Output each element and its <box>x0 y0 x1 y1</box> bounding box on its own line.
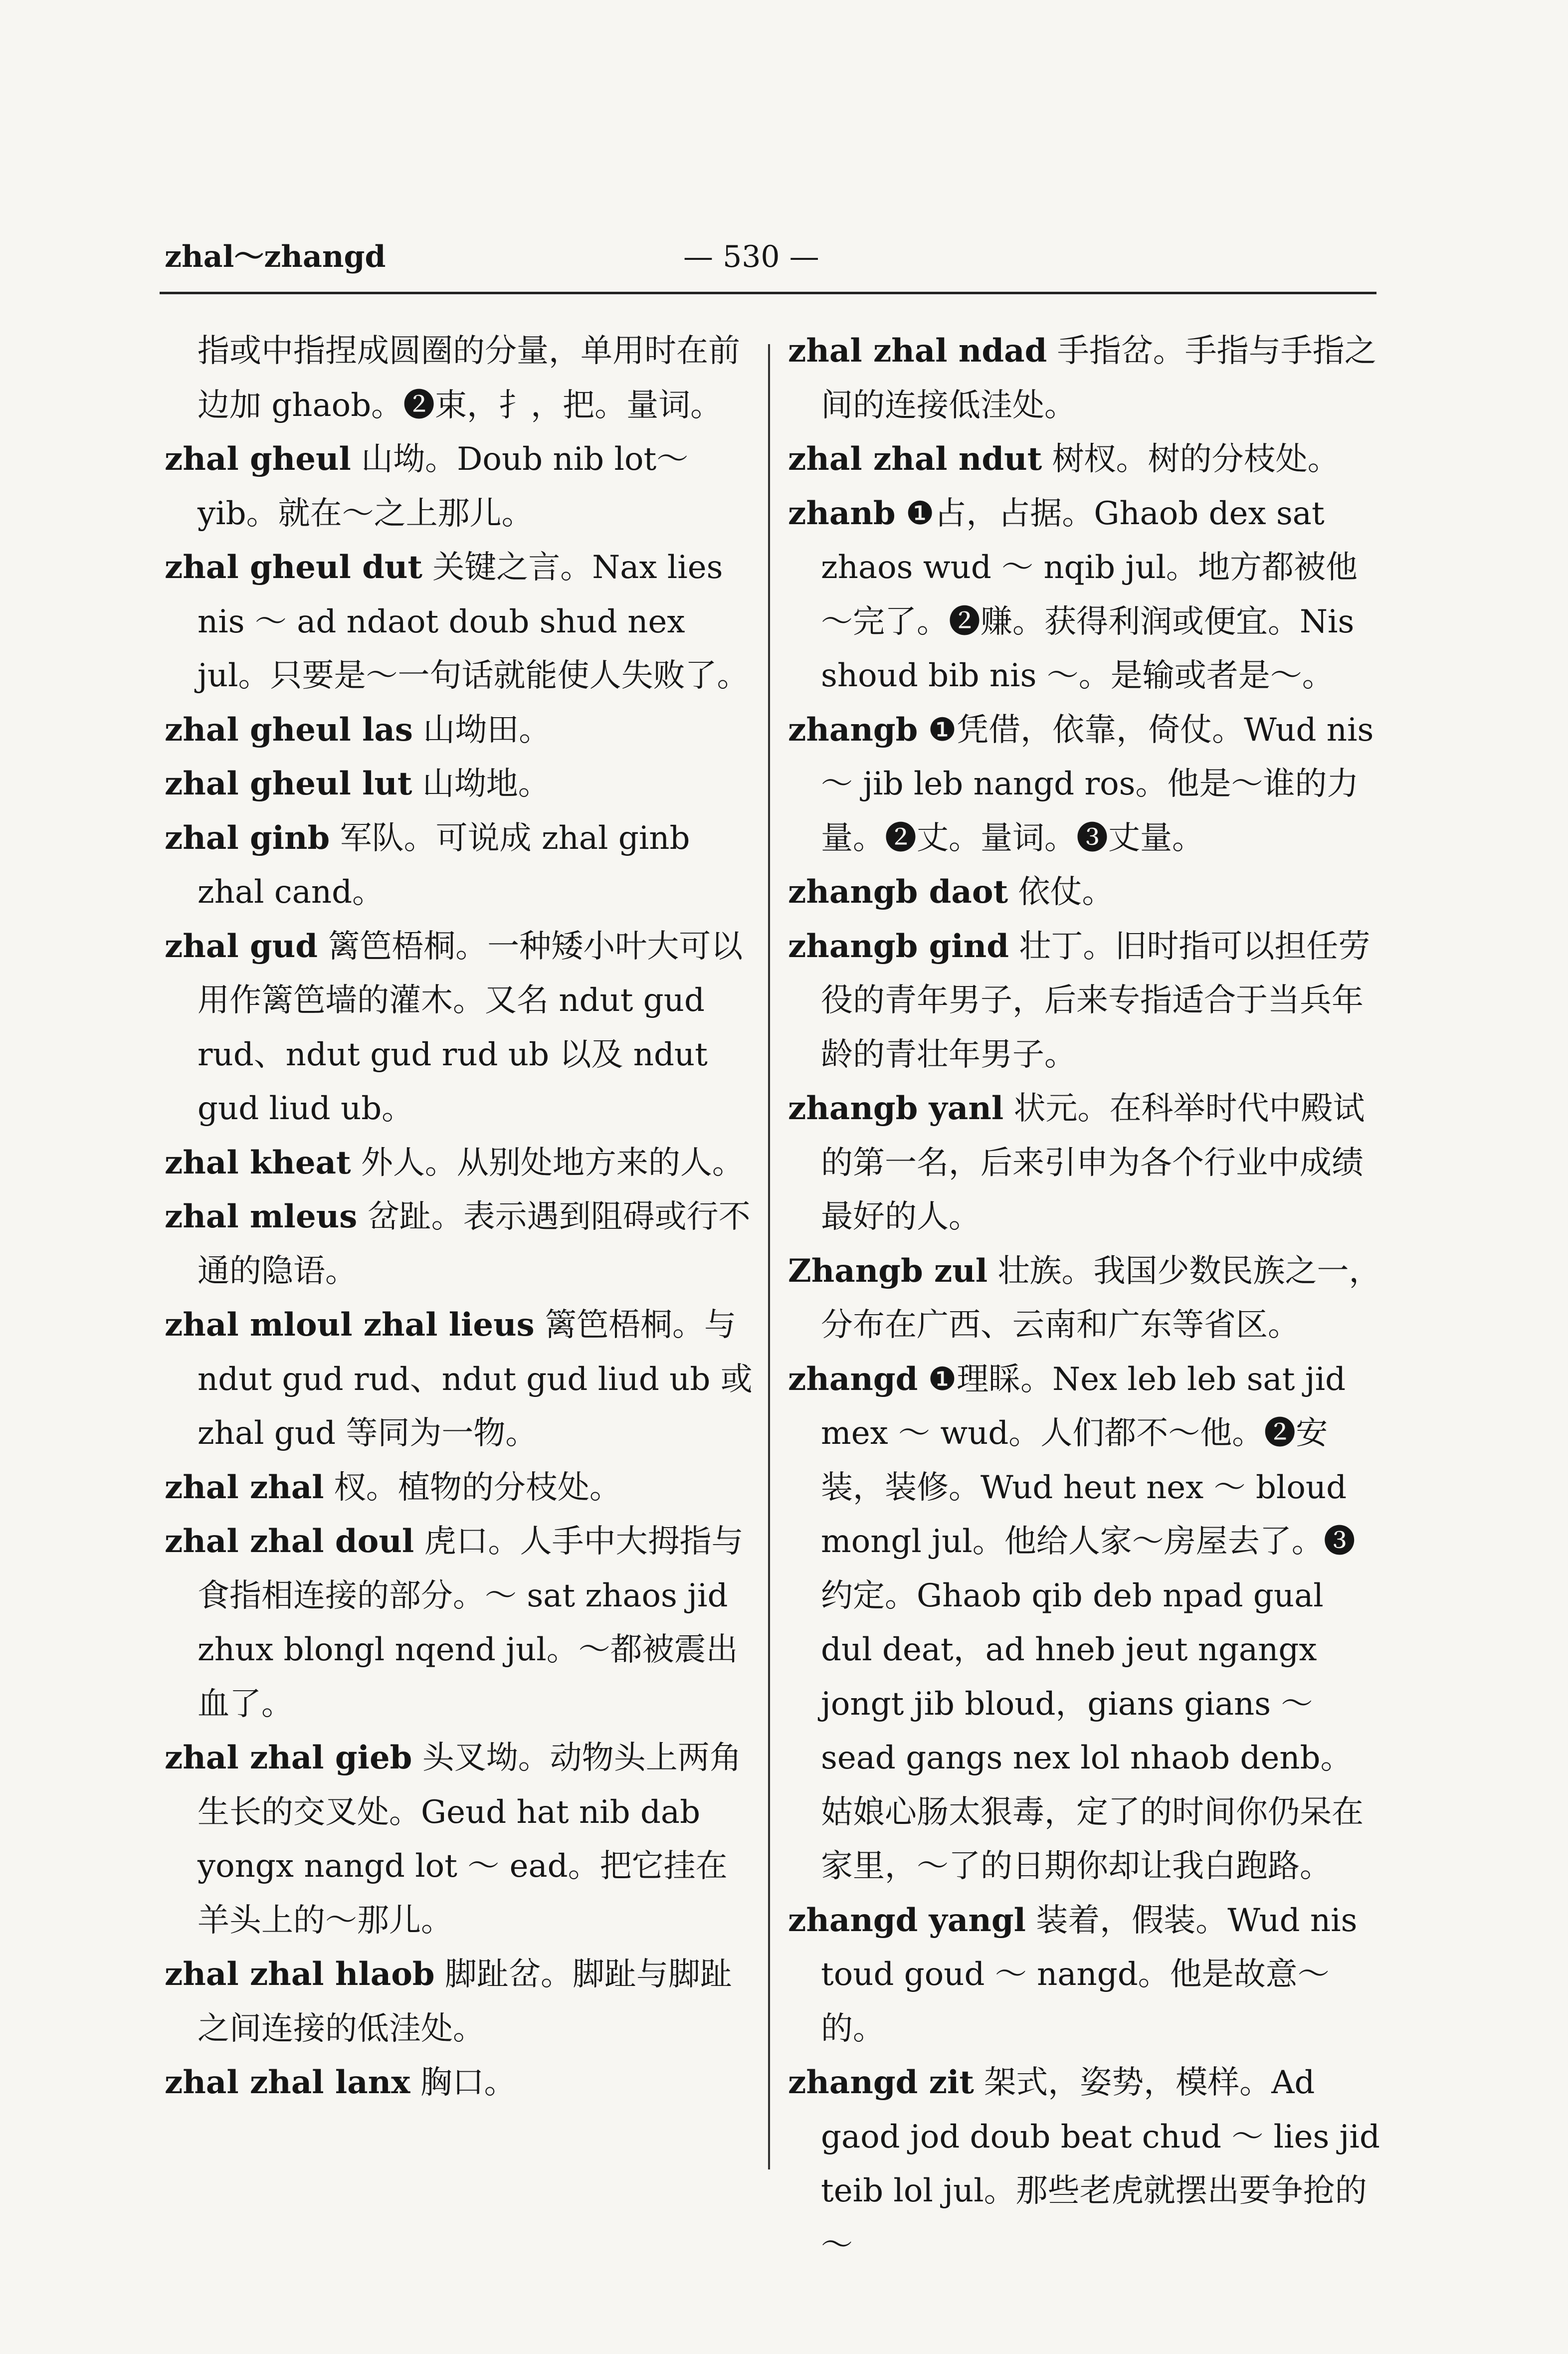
entry-definition: 虎口。人手中大拇指与食指相连接的部分。～ sat zhaos jid zhux blongl nqend jul。～都被震出血了。 <box>197 1523 744 1723</box>
entry-headword: zhal gheul dut <box>165 549 422 586</box>
entry-headword: zhangd yangl <box>788 1901 1026 1939</box>
dictionary-entry <box>788 2056 1381 2272</box>
entry-headword: zhal zhal gieb <box>165 1739 412 1776</box>
header-rule <box>160 292 1376 294</box>
entry-definition: ❶占，占据。Ghaob dex sat zhaos wud ～ nqib jul。地方都被他～完了。❷赚。获得利润或便宜。Nis shoud bib nis ～。是输或者是～。 <box>821 495 1358 694</box>
entry-headword: zhal zhal lanx <box>165 2064 410 2101</box>
dictionary-entry <box>788 920 1381 1082</box>
entry-headword: zhal gheul <box>165 440 351 478</box>
dictionary-entry <box>788 487 1381 703</box>
entry-definition: 山坳地。 <box>422 766 550 802</box>
dictionary-entry <box>788 865 1381 920</box>
entry-headword: zhanb <box>788 494 896 532</box>
entry-headword: zhal gheul lut <box>165 765 412 802</box>
entry-headword: zhal zhal ndut <box>788 440 1042 478</box>
dictionary-entry <box>165 324 758 432</box>
dictionary-entry <box>165 1515 758 1731</box>
entry-headword: Zhangb zul <box>788 1252 988 1290</box>
entry-definition: 装着，假装。Wud nis toud goud ～ nangd。他是故意～的。 <box>821 1902 1358 2047</box>
entry-headword: zhangb gind <box>788 927 1009 965</box>
dictionary-entry <box>165 757 758 811</box>
entry-definition: 山坳。Doub nib lot～yib。就在～之上那儿。 <box>197 441 689 532</box>
entry-definition: 依仗。 <box>1018 874 1114 911</box>
entry-definition: 壮丁。旧时指可以担任劳役的青年男子，后来专指适合于当兵年龄的青壮年男子。 <box>821 928 1371 1073</box>
entry-headword: zhangb yanl <box>788 1090 1004 1127</box>
entry-headword: zhal zhal hlaob <box>165 1956 435 1993</box>
entry-definition: 外人。从别处地方来的人。 <box>361 1144 744 1181</box>
entry-headword: zhal zhal doul <box>165 1523 414 1560</box>
dictionary-entry <box>788 1894 1381 2056</box>
page-header <box>165 234 1376 289</box>
entry-headword: zhal zhal <box>165 1468 324 1506</box>
entry-definition: 关键之言。Nax lies nis ～ ad ndaot doub shud nex jul。只要是～一句话就能使人失败了。 <box>197 549 749 694</box>
right-column <box>788 324 1381 2272</box>
entry-definition: 状元。在科举时代中殿试的第一名，后来引申为各个行业中成绩最好的人。 <box>821 1090 1365 1235</box>
entry-definition: 头叉坳。动物头上两角生长的交叉处。Geud hat nib dab yongx nangd lot ～ ead。把它挂在羊头上的～那儿。 <box>197 1740 742 1939</box>
dictionary-entry <box>165 920 758 1136</box>
entry-headword: zhal mleus <box>165 1198 358 1235</box>
entry-definition: 手指岔。手指与手指之间的连接低洼处。 <box>821 333 1376 424</box>
entry-definition: 篱笆梧桐。与 ndut gud rud、ndut gud liud ub 或 zhal gud 等同为一物。 <box>197 1307 753 1452</box>
dictionary-entry <box>165 1731 758 1948</box>
entry-definition: 脚趾岔。脚趾与脚趾之间连接的低洼处。 <box>197 1956 732 2047</box>
dictionary-entry <box>165 703 758 758</box>
entry-definition: 架式，姿势，模样。Ad gaod jod doub beat chud ～ lies jid teib lol jul。那些老虎就摆出要争抢的～ <box>821 2064 1380 2264</box>
dictionary-entry <box>788 432 1381 487</box>
entry-headword: zhal ginb <box>165 819 330 857</box>
entry-headword: zhal gud <box>165 927 318 965</box>
entry-definition: ❶凭借，依靠，倚仗。Wud nis ～ jib leb nangd ros。他是～谁的力量。❷丈。量词。❸丈量。 <box>821 711 1374 857</box>
dictionary-entry <box>165 432 758 541</box>
column-divider <box>768 344 770 2169</box>
dictionary-entry <box>788 1082 1381 1244</box>
dictionary-entry <box>165 1190 758 1298</box>
entry-headword: zhal gheul las <box>165 711 413 749</box>
dictionary-entry <box>165 811 758 920</box>
entry-headword: zhal kheat <box>165 1144 351 1181</box>
entry-headword: zhangd <box>788 1360 918 1398</box>
entry-definition: 篱笆梧桐。一种矮小叶大可以用作篱笆墙的灌木。又名 ndut gud rud、ndut gud rud ub 以及 ndut gud liud ub。 <box>197 928 743 1127</box>
entry-definition: 壮族。我国少数民族之一，分布在广西、云南和广东等省区。 <box>821 1252 1381 1344</box>
dictionary-entry <box>165 1948 758 2056</box>
dictionary-entry <box>788 703 1381 866</box>
dictionary-entry <box>165 1136 758 1190</box>
dictionary-entry <box>788 324 1381 432</box>
entry-headword: zhal mloul zhal lieus <box>165 1306 535 1344</box>
dictionary-entry <box>165 1298 758 1461</box>
left-column <box>165 324 758 2110</box>
entry-headword: zhangb <box>788 711 918 749</box>
entry-definition: 杈。植物的分枝处。 <box>334 1469 621 1506</box>
entry-definition: 军队。可说成 zhal ginb zhal cand。 <box>197 819 690 911</box>
page-number: — 530 — <box>683 239 819 274</box>
entry-headword: zhal zhal ndad <box>788 332 1047 370</box>
dictionary-entry <box>788 1244 1381 1353</box>
entry-definition: 山坳田。 <box>423 711 551 749</box>
dictionary-entry <box>165 541 758 703</box>
entry-definition: ❶理睬。Nex leb leb sat jid mex ～ wud。人们都不～他。❷安装，装修。Wud heut nex ～ bloud mongl jul。他给人家～房屋去了。❸约定。Ghaob qib deb npad gual dul deat，ad hneb jeut ngangx jongt jib bloud，gians gians ～ sead gangs nex lol nhaob denb。姑娘心肠太狠毒，定了的时间你仍呆在家里，～了的日期你却让我白跑路。 <box>821 1361 1364 1885</box>
entry-headword: zhangd zit <box>788 2064 974 2101</box>
running-head: zhal～zhangd <box>165 239 386 274</box>
entry-definition: 岔趾。表示遇到阻碍或行不通的隐语。 <box>197 1198 751 1290</box>
entry-definition: 树杈。树的分枝处。 <box>1052 441 1340 478</box>
dictionary-entry <box>165 1461 758 1515</box>
entry-definition: 胸口。 <box>420 2064 516 2101</box>
entry-definition: 指或中指捏成圆圈的分量，单用时在前边加 ghaob。❷束，扌，把。量词。 <box>197 333 740 424</box>
dictionary-entry <box>165 2056 758 2110</box>
dictionary-entry <box>788 1353 1381 1894</box>
entry-headword: zhangb daot <box>788 873 1008 911</box>
